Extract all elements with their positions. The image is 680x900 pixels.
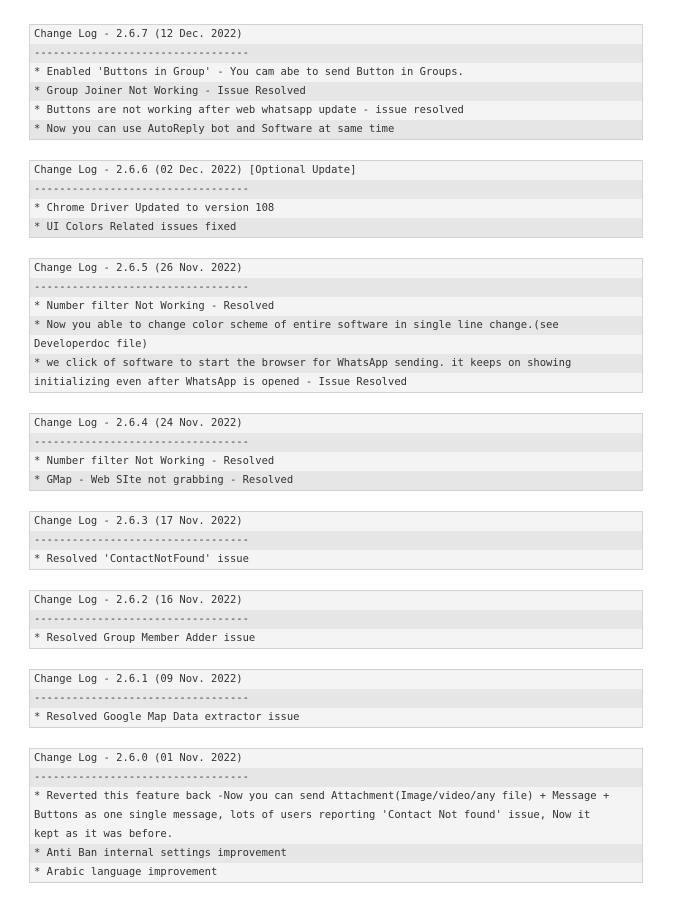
changelog-entry: * Resolved Google Map Data extractor issue <box>34 711 300 723</box>
changelog-entry: * GMap - Web SIte not grabbing - Resolved <box>30 471 642 490</box>
changelog-title: Change Log - 2.6.3 (17 Nov. 2022) <box>34 515 243 527</box>
changelog-entry: * Reverted this feature back -Now you can send Attachment(Image/video/any file) + Message + <box>34 790 610 802</box>
changelog-block-2-6-6 <box>29 160 643 238</box>
changelog-separator: ---------------------------------- <box>30 768 642 787</box>
changelog-separator: ---------------------------------- <box>30 180 642 199</box>
changelog-entry: * Number filter Not Working - Resolved <box>34 300 275 312</box>
changelog-separator: ---------------------------------- <box>30 278 642 297</box>
changelog-entry: * Resolved 'ContactNotFound' issue <box>34 553 249 565</box>
changelog-entry: * Now you able to change color scheme of entire software in single line change.(see <box>30 316 642 335</box>
changelog-entry: initializing even after WhatsApp is opened - Issue Resolved <box>34 376 407 388</box>
changelog-title: Change Log - 2.6.5 (26 Nov. 2022) <box>34 262 243 274</box>
changelog-title: Change Log - 2.6.2 (16 Nov. 2022) <box>34 594 243 606</box>
changelog-title: Change Log - 2.6.1 (09 Nov. 2022) <box>34 673 243 685</box>
changelog-block-2-6-7 <box>29 24 643 140</box>
changelog-title: Change Log - 2.6.4 (24 Nov. 2022) <box>34 417 243 429</box>
changelog-block-2-6-1 <box>29 669 643 728</box>
changelog-block-2-6-5 <box>29 258 643 393</box>
changelog-entry: * Now you can use AutoReply bot and Software at same time <box>30 120 642 139</box>
changelog-entry: * Arabic language improvement <box>34 866 218 878</box>
changelog-separator: ---------------------------------- <box>30 689 642 708</box>
changelog-entry: * Buttons are not working after web whatsapp update - issue resolved <box>34 104 464 116</box>
changelog-separator: ---------------------------------- <box>30 531 642 550</box>
changelog-entry: * Resolved Group Member Adder issue <box>34 632 256 644</box>
changelog-entry: * Anti Ban internal settings improvement <box>30 844 642 863</box>
changelog-separator: ---------------------------------- <box>30 44 642 63</box>
changelog-block-2-6-0 <box>29 748 643 883</box>
changelog-entry: kept as it was before. <box>34 828 174 840</box>
changelog-entry: Buttons as one single message, lots of users reporting 'Contact Not found' issue, Now it <box>34 809 591 821</box>
changelog-entry: * Enabled 'Buttons in Group' - You cam abe to send Button in Groups. <box>34 66 464 78</box>
changelog-title: Change Log - 2.6.7 (12 Dec. 2022) <box>34 28 243 40</box>
changelog-entry: * we click of software to start the browser for WhatsApp sending. it keeps on showing <box>30 354 642 373</box>
changelog-title: Change Log - 2.6.6 (02 Dec. 2022) [Optional Update] <box>34 164 357 176</box>
changelog-block-2-6-2 <box>29 590 643 649</box>
changelog-block-2-6-4 <box>29 413 643 491</box>
changelog-entry: Developerdoc file) <box>34 338 148 350</box>
changelog-entry: * Chrome Driver Updated to version 108 <box>34 202 275 214</box>
changelog-title: Change Log - 2.6.0 (01 Nov. 2022) <box>34 752 243 764</box>
changelog-separator: ---------------------------------- <box>30 433 642 452</box>
changelog-entry: * Group Joiner Not Working - Issue Resolved <box>30 82 642 101</box>
changelog-entry: * UI Colors Related issues fixed <box>30 218 642 237</box>
changelog-entry: * Number filter Not Working - Resolved <box>34 455 275 467</box>
changelog-block-2-6-3 <box>29 511 643 570</box>
changelog-separator: ---------------------------------- <box>30 610 642 629</box>
